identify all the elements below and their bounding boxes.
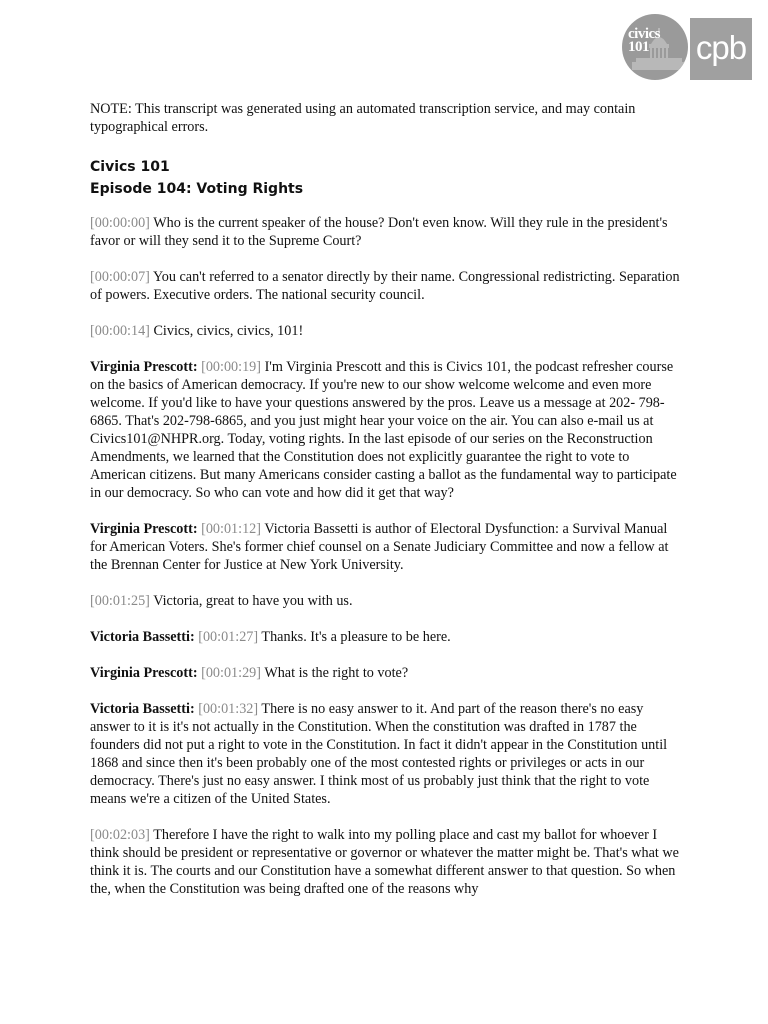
speaker-name: Victoria Bassetti: [90,701,195,717]
paragraph-text: There is no easy answer to it. And part of the reason there's no easy answer to it is it's not actually in the Constitution. When the constitution was drafted in 1787 the founders did not put a right to vote in the Constitution. In fact it didn't appear in the Constitution until 1868 and since then it's been probably one of the most contested rights or privileges or acts in our democracy. There's just no easy answer. I think most of us probably just think that the right to vote means we're a citizen of the United States. [90,701,668,807]
paragraph-text: Victoria Bassetti is author of Electoral Dysfunction: a Survival Manual for American Voters. She's former chief counsel on a Senate Judiciary Committee and now a fellow at the Brennan Center for Justice at New York University. [90,521,669,573]
paragraph-text: Victoria, great to have you with us. [153,593,353,609]
paragraph-text: You can't referred to a senator directly by their name. Congressional redistricting. Separation of powers. Executive orders. The national security council. [90,269,680,303]
civics-101-logo [622,14,688,80]
transcript-page [90,100,680,916]
transcript-paragraph [90,322,680,340]
episode-title: Episode 104: Voting Rights [90,181,304,197]
paragraph-text: Thanks. It's a pleasure to be here. [261,629,451,645]
paragraph-text: Therefore I have the right to walk into my polling place and cast my ballot for whoever I think should be president or representative or governor or whatever the matter might be. That's what we think it is. The courts and our Constitution have a somewhat different answer to that question. So when the, when the Constitution was being drafted one of the reasons why [90,827,679,897]
timestamp: [00:00:00] [90,215,150,231]
transcript-paragraph [90,826,680,898]
timestamp: [00:00:19] [201,359,262,375]
transcript-paragraph [90,520,680,574]
paragraph-text: Civics, civics, civics, 101! [153,323,304,339]
cpb-wordmark: cpb [695,29,747,66]
cpb-logo [690,18,752,80]
speaker-name: Virginia Prescott: [90,521,198,537]
timestamp: [00:00:07] [90,269,150,285]
timestamp: [00:01:29] [201,665,262,681]
transcript-paragraph [90,358,680,502]
transcript-paragraph [90,592,680,610]
transcription-note: NOTE: This transcript was generated using an automated transcription service, and may contain typographical errors. [90,101,636,135]
transcript-paragraph [90,628,680,646]
speaker-name: Victoria Bassetti: [90,629,195,645]
civics-logo-wordmark: civics 101 [628,26,660,55]
timestamp: [00:01:25] [90,593,150,609]
timestamp: [00:00:14] [90,323,150,339]
transcript-body [90,214,680,898]
timestamp: [00:02:03] [90,827,150,843]
transcript-paragraph [90,214,680,250]
header-logos [622,14,752,82]
transcript-paragraph [90,700,680,808]
speaker-name: Virginia Prescott: [90,359,198,375]
timestamp: [00:01:12] [201,521,262,537]
speaker-name: Virginia Prescott: [90,665,198,681]
show-title: Civics 101 [90,159,170,175]
paragraph-text: Who is the current speaker of the house? Don't even know. Will they rule in the president's favor or will they send it to the Supreme Court? [90,215,668,249]
timestamp: [00:01:27] [198,629,259,645]
paragraph-text: What is the right to vote? [264,665,409,681]
transcript-paragraph [90,664,680,682]
paragraph-text: I'm Virginia Prescott and this is Civics 101, the podcast refresher course on the basics of American democracy. If you're new to our show welcome welcome and even more welcome. If you'd like to have your questions answered by the pros. Leave us a message at 202- 798-6865. That's 202-798-6865, and you just might hear your voice on the air. You can also e-mail us at Civics101@NHPR.org. Today, voting rights. In the last episode of our series on the Reconstruction Amendments, we learned that the Constitution does not explicitly guarantee the right to vote to American citizens. But many Americans consider casting a ballot as the fundamental way to participate in our democracy. So who can vote and how did it get that way? [90,359,677,501]
transcript-paragraph [90,268,680,304]
timestamp: [00:01:32] [198,701,259,717]
